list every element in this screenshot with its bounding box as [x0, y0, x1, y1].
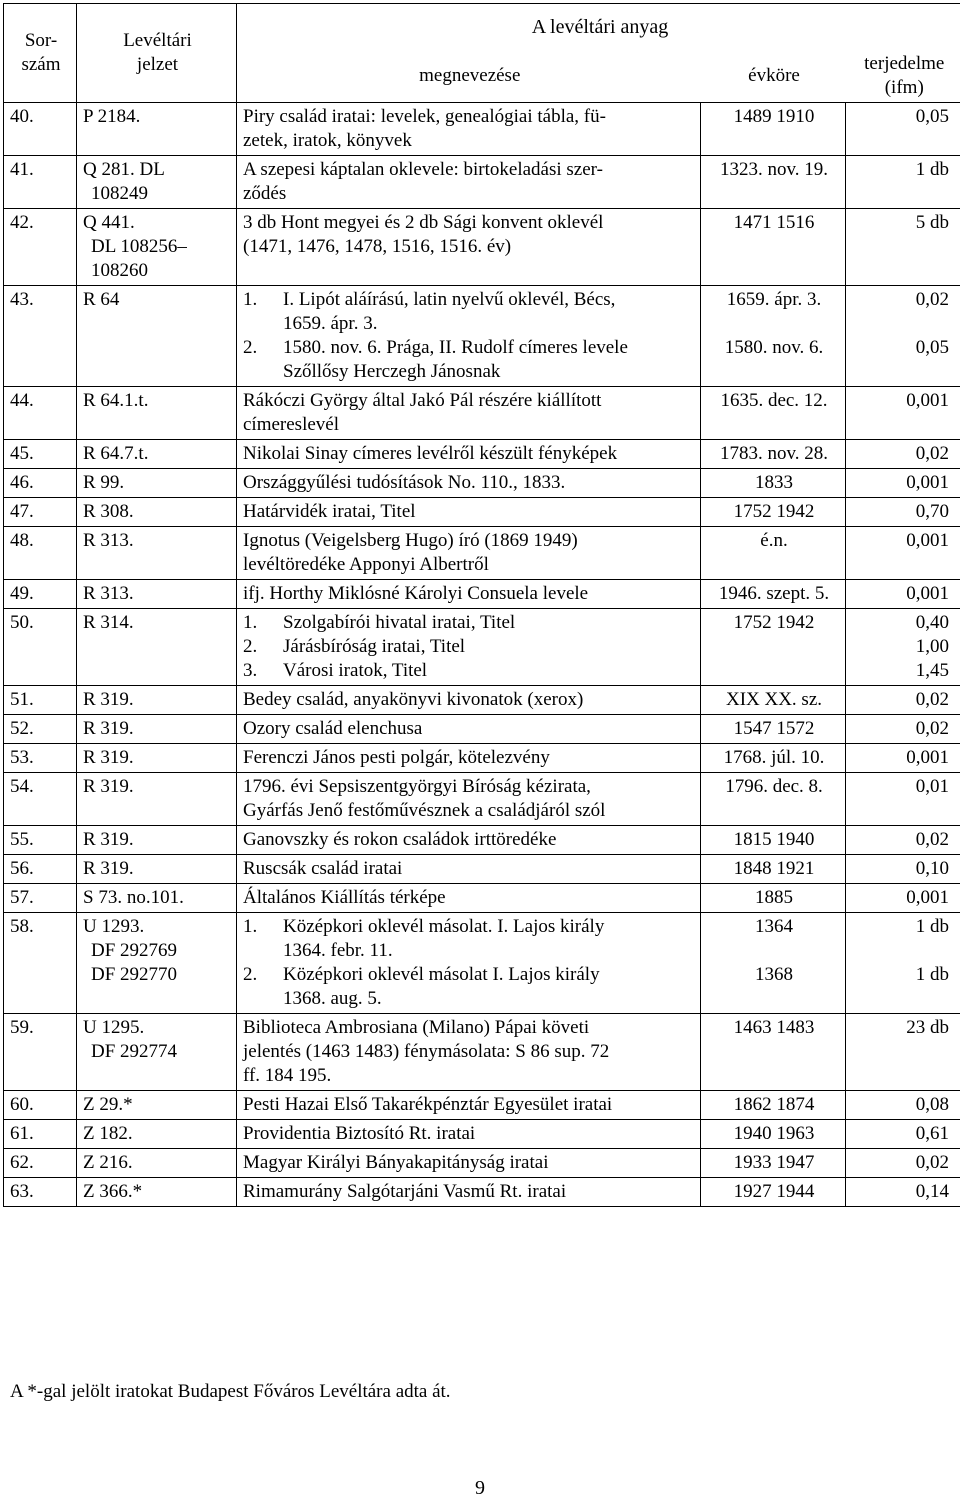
description-line: címereslevél — [243, 413, 340, 435]
row-terjedelme — [846, 1148, 960, 1177]
description-line: Általános Kiállítás térképe — [243, 886, 446, 908]
row-terjedelme — [846, 912, 960, 1013]
row-evkore — [701, 579, 846, 608]
row-evkore — [701, 685, 846, 714]
item-number: 1. — [243, 915, 258, 937]
jelzet-line: R 319. — [83, 717, 134, 739]
description-line: ződés — [243, 182, 287, 204]
description-line: 3 db Hont megyei és 2 db Sági konvent oklevél — [243, 211, 604, 233]
description-line: levéltöredéke Apponyi Albertről — [243, 553, 489, 575]
header-group: A levéltári anyag — [237, 4, 960, 50]
description-line: Országgyűlési tudósítások No. 110., 1833. — [243, 471, 566, 493]
row-terjedelme — [846, 883, 960, 912]
row-evkore — [701, 1090, 846, 1119]
row-description — [237, 883, 701, 912]
description-line: Ignotus (Veigelsberg Hugo) író (1869 1949) — [243, 529, 578, 551]
header-terjedelme-l2: (ifm) — [884, 76, 924, 98]
row-evkore — [701, 825, 846, 854]
terjedelme-line: 0,14 — [915, 1180, 950, 1202]
description-line: ifj. Horthy Miklósné Károlyi Consuela levele — [243, 582, 589, 604]
header-terjedelme — [846, 50, 960, 103]
header-jelzet-l1: Levéltári — [123, 29, 192, 51]
jelzet-line: 108249 — [91, 182, 148, 204]
description-line: (1471, 1476, 1478, 1516, 1516. év) — [243, 235, 512, 257]
evkore-line: 1323. nov. 19. — [719, 158, 829, 180]
description-line: Nikolai Sinay címeres levélről készült fényképek — [243, 442, 618, 464]
jelzet-line: Q 441. — [83, 211, 135, 233]
row-number: 60. — [4, 1090, 77, 1119]
terjedelme-line: 0,70 — [915, 500, 950, 522]
row-jelzet — [77, 772, 237, 825]
row-number: 47. — [4, 497, 77, 526]
row-terjedelme — [846, 1119, 960, 1148]
row-description — [237, 685, 701, 714]
row-jelzet — [77, 285, 237, 386]
table-row — [4, 743, 960, 772]
row-evkore — [701, 386, 846, 439]
row-description — [237, 497, 701, 526]
table-row — [4, 386, 960, 439]
evkore-line: 1848 1921 — [733, 857, 815, 879]
evkore-line: 1463 1483 — [733, 1016, 815, 1038]
row-jelzet — [77, 208, 237, 285]
row-terjedelme — [846, 714, 960, 743]
header-megnevezese: megnevezése — [237, 50, 701, 103]
row-jelzet — [77, 1177, 237, 1206]
header-jelzet — [77, 4, 237, 103]
description-line: Ozory család elenchusa — [243, 717, 423, 739]
terjedelme-line: 5 db — [915, 211, 950, 233]
row-evkore — [701, 772, 846, 825]
header-sorszam — [4, 4, 77, 103]
row-evkore — [701, 208, 846, 285]
description-item — [243, 288, 696, 312]
table-row — [4, 1177, 960, 1206]
row-jelzet — [77, 526, 237, 579]
row-jelzet — [77, 1148, 237, 1177]
jelzet-line: P 2184. — [83, 105, 141, 127]
description-line: zetek, iratok, könyvek — [243, 129, 412, 151]
terjedelme-line: 0,02 — [915, 1151, 950, 1173]
header-evkore: évköre — [701, 50, 846, 103]
row-jelzet — [77, 743, 237, 772]
table-row — [4, 1148, 960, 1177]
row-description — [237, 155, 701, 208]
item-text: Középkori oklevél másolat. I. Lajos király — [283, 915, 605, 937]
table-row — [4, 102, 960, 155]
terjedelme-line: 0,05 — [915, 105, 950, 127]
row-evkore — [701, 743, 846, 772]
row-terjedelme — [846, 854, 960, 883]
row-evkore — [701, 608, 846, 685]
description-line: Piry család iratai: levelek, genealógiai tábla, fü- — [243, 105, 606, 127]
row-number: 57. — [4, 883, 77, 912]
row-jelzet — [77, 854, 237, 883]
jelzet-line: R 319. — [83, 828, 134, 850]
item-text: Középkori oklevél másolat I. Lajos király — [283, 963, 600, 985]
table-row — [4, 497, 960, 526]
header-jelzet-l2: jelzet — [136, 53, 179, 75]
row-number: 45. — [4, 439, 77, 468]
jelzet-line: DF 292769 — [91, 939, 178, 961]
row-description — [237, 102, 701, 155]
item-number: 2. — [243, 963, 258, 985]
terjedelme-line: 1 db — [915, 915, 950, 937]
description-line: Rákóczi György által Jakó Pál részére kiállított — [243, 389, 602, 411]
terjedelme-line: 0,02 — [915, 828, 950, 850]
terjedelme-line: 23 db — [906, 1016, 950, 1038]
description-line: Pesti Hazai Első Takarékpénztár Egyesület iratai — [243, 1093, 613, 1115]
row-description — [237, 912, 701, 1013]
row-number: 43. — [4, 285, 77, 386]
row-description — [237, 743, 701, 772]
row-terjedelme — [846, 1090, 960, 1119]
footnote: A *-gal jelölt iratokat Budapest Főváros Levéltára adta át. — [10, 1381, 451, 1402]
evkore-line: 1752 1942 — [733, 611, 815, 633]
row-jelzet — [77, 102, 237, 155]
header-sorszam-l1: Sor- — [24, 29, 58, 51]
item-text: Járásbíróság iratai, Titel — [283, 635, 466, 657]
row-description — [237, 439, 701, 468]
evkore-line: 1364 — [755, 915, 793, 937]
row-number: 55. — [4, 825, 77, 854]
row-terjedelme — [846, 579, 960, 608]
row-number: 58. — [4, 912, 77, 1013]
row-evkore — [701, 912, 846, 1013]
row-jelzet — [77, 825, 237, 854]
terjedelme-line: 0,02 — [915, 688, 950, 710]
jelzet-line: R 64 — [83, 288, 120, 310]
evkore-line: 1946. szept. 5. — [718, 582, 830, 604]
description-line: Ferenczi János pesti polgár, kötelezvény — [243, 746, 550, 768]
row-description — [237, 772, 701, 825]
jelzet-line: R 313. — [83, 529, 134, 551]
row-jelzet — [77, 1090, 237, 1119]
terjedelme-line: 1,00 — [915, 635, 950, 657]
row-description — [237, 526, 701, 579]
description-line: ff. 184 195. — [243, 1064, 332, 1086]
item-text: Városi iratok, Titel — [283, 659, 428, 681]
row-description — [237, 468, 701, 497]
table-body — [4, 102, 960, 1206]
evkore-line: 1933 1947 — [733, 1151, 815, 1173]
evkore-line: 1927 1944 — [733, 1180, 815, 1202]
row-evkore — [701, 854, 846, 883]
jelzet-line: R 313. — [83, 582, 134, 604]
row-jelzet — [77, 912, 237, 1013]
table-row — [4, 912, 960, 1013]
terjedelme-line: 0,02 — [915, 717, 950, 739]
row-terjedelme — [846, 208, 960, 285]
row-number: 40. — [4, 102, 77, 155]
row-terjedelme — [846, 497, 960, 526]
evkore-line: é.n. — [760, 529, 788, 551]
description-item — [243, 915, 696, 939]
description-line: Határvidék iratai, Titel — [243, 500, 416, 522]
row-description — [237, 1177, 701, 1206]
jelzet-line: Z 182. — [83, 1122, 133, 1144]
description-line: jelentés (1463 1483) fénymásolata: S 86 sup. 72 — [243, 1040, 610, 1062]
item-text-cont: 1368. aug. 5. — [283, 987, 382, 1009]
description-item — [243, 963, 696, 987]
row-terjedelme — [846, 468, 960, 497]
terjedelme-line: 0,02 — [915, 288, 950, 310]
item-number: 2. — [243, 635, 258, 657]
row-description — [237, 714, 701, 743]
table-row — [4, 285, 960, 386]
row-evkore — [701, 1148, 846, 1177]
row-jelzet — [77, 883, 237, 912]
description-line: Providentia Biztosító Rt. iratai — [243, 1122, 476, 1144]
table-row — [4, 439, 960, 468]
item-text-cont: 1364. febr. 11. — [283, 939, 393, 961]
description-item — [243, 635, 696, 659]
row-evkore — [701, 1013, 846, 1090]
row-number: 54. — [4, 772, 77, 825]
row-description — [237, 1090, 701, 1119]
description-line: Rimamurány Salgótarjáni Vasmű Rt. iratai — [243, 1180, 567, 1202]
row-jelzet — [77, 439, 237, 468]
row-terjedelme — [846, 285, 960, 386]
row-evkore — [701, 155, 846, 208]
row-evkore — [701, 1119, 846, 1148]
table-row — [4, 526, 960, 579]
row-evkore — [701, 714, 846, 743]
terjedelme-line: 0,02 — [915, 442, 950, 464]
evkore-line: 1815 1940 — [733, 828, 815, 850]
row-evkore — [701, 883, 846, 912]
item-number: 1. — [243, 611, 258, 633]
row-terjedelme — [846, 825, 960, 854]
jelzet-line: R 314. — [83, 611, 134, 633]
jelzet-line: S 73. no.101. — [83, 886, 184, 908]
description-line: Bedey család, anyakönyvi kivonatok (xerox) — [243, 688, 584, 710]
terjedelme-line: 0,10 — [915, 857, 950, 879]
jelzet-line: R 64.7.t. — [83, 442, 149, 464]
table-row — [4, 1013, 960, 1090]
row-number: 52. — [4, 714, 77, 743]
table-row — [4, 608, 960, 685]
row-evkore — [701, 102, 846, 155]
row-description — [237, 579, 701, 608]
table-row — [4, 772, 960, 825]
evkore-line: XIX XX. sz. — [725, 688, 823, 710]
evkore-line: 1635. dec. 12. — [720, 389, 828, 411]
jelzet-line: DF 292774 — [91, 1040, 178, 1062]
jelzet-line: R 319. — [83, 857, 134, 879]
row-description — [237, 854, 701, 883]
row-jelzet — [77, 386, 237, 439]
evkore-line: 1885 — [755, 886, 793, 908]
evkore-line: 1862 1874 — [733, 1093, 815, 1115]
description-line: Gyárfás Jenő festőművésznek a családjáról szól — [243, 799, 606, 821]
evkore-line: 1471 1516 — [733, 211, 815, 233]
row-jelzet — [77, 1119, 237, 1148]
row-terjedelme — [846, 386, 960, 439]
jelzet-line: R 319. — [83, 746, 134, 768]
row-description — [237, 825, 701, 854]
evkore-line: 1489 1910 — [733, 105, 815, 127]
row-terjedelme — [846, 526, 960, 579]
header-terjedelme-l1: terjedelme — [864, 52, 945, 74]
description-item — [243, 336, 696, 360]
evkore-line: 1580. nov. 6. — [724, 336, 824, 358]
evkore-line: 1783. nov. 28. — [719, 442, 829, 464]
terjedelme-line: 0,40 — [915, 611, 950, 633]
row-number: 46. — [4, 468, 77, 497]
row-jelzet — [77, 497, 237, 526]
row-evkore — [701, 497, 846, 526]
evkore-line: 1796. dec. 8. — [725, 775, 823, 797]
evkore-line: 1752 1942 — [733, 500, 815, 522]
terjedelme-line: 1,45 — [915, 659, 950, 681]
item-number: 3. — [243, 659, 258, 681]
table-row — [4, 883, 960, 912]
row-jelzet — [77, 468, 237, 497]
table-row — [4, 208, 960, 285]
table-row — [4, 579, 960, 608]
row-number: 63. — [4, 1177, 77, 1206]
row-jelzet — [77, 685, 237, 714]
description-line: Ruscsák család iratai — [243, 857, 403, 879]
item-text: I. Lipót aláírású, latin nyelvű oklevél, Bécs, — [283, 288, 616, 310]
evkore-line: 1940 1963 — [733, 1122, 815, 1144]
description-item — [243, 611, 696, 635]
row-terjedelme — [846, 1177, 960, 1206]
terjedelme-line: 0,001 — [906, 389, 950, 411]
description-line: Magyar Királyi Bányakapitányság iratai — [243, 1151, 549, 1173]
item-text: 1580. nov. 6. Prága, II. Rudolf címeres levele — [283, 336, 628, 358]
terjedelme-line: 0,001 — [906, 582, 950, 604]
terjedelme-line: 0,08 — [915, 1093, 950, 1115]
row-terjedelme — [846, 685, 960, 714]
description-item — [243, 659, 696, 683]
table-row — [4, 825, 960, 854]
row-jelzet — [77, 714, 237, 743]
jelzet-line: R 319. — [83, 775, 134, 797]
row-description — [237, 1013, 701, 1090]
row-number: 59. — [4, 1013, 77, 1090]
row-number: 62. — [4, 1148, 77, 1177]
jelzet-line: Z 216. — [83, 1151, 133, 1173]
evkore-line: 1368 — [755, 963, 793, 985]
item-text-cont: 1659. ápr. 3. — [283, 312, 378, 334]
row-description — [237, 1148, 701, 1177]
terjedelme-line: 0,01 — [915, 775, 950, 797]
row-jelzet — [77, 1013, 237, 1090]
terjedelme-line: 0,001 — [906, 529, 950, 551]
table-row — [4, 468, 960, 497]
jelzet-line: R 308. — [83, 500, 134, 522]
row-number: 42. — [4, 208, 77, 285]
terjedelme-line: 1 db — [915, 158, 950, 180]
jelzet-line: Z 366.* — [83, 1180, 143, 1202]
row-jelzet — [77, 579, 237, 608]
description-line: Biblioteca Ambrosiana (Milano) Pápai követi — [243, 1016, 590, 1038]
description-line: 1796. évi Sepsiszentgyörgyi Bíróság kézirata, — [243, 775, 591, 797]
item-number: 1. — [243, 288, 258, 310]
row-description — [237, 208, 701, 285]
row-evkore — [701, 468, 846, 497]
jelzet-line: U 1293. — [83, 915, 145, 937]
item-text: Szolgabírói hivatal iratai, Titel — [283, 611, 516, 633]
terjedelme-line: 0,001 — [906, 886, 950, 908]
jelzet-line: R 319. — [83, 688, 134, 710]
item-number: 2. — [243, 336, 258, 358]
row-evkore — [701, 439, 846, 468]
row-number: 61. — [4, 1119, 77, 1148]
table-row — [4, 1090, 960, 1119]
terjedelme-line: 0,05 — [915, 336, 950, 358]
row-jelzet — [77, 155, 237, 208]
row-description — [237, 1119, 701, 1148]
row-number: 49. — [4, 579, 77, 608]
row-description — [237, 285, 701, 386]
row-terjedelme — [846, 155, 960, 208]
row-terjedelme — [846, 102, 960, 155]
evkore-line: 1547 1572 — [733, 717, 815, 739]
header-sorszam-l2: szám — [21, 53, 61, 75]
table-row — [4, 1119, 960, 1148]
evkore-line: 1833 — [755, 471, 793, 493]
row-evkore — [701, 526, 846, 579]
jelzet-line: DL 108256– — [91, 235, 187, 257]
row-number: 44. — [4, 386, 77, 439]
table-row — [4, 155, 960, 208]
archive-table — [3, 3, 960, 1207]
description-line: Ganovszky és rokon családok irttöredéke — [243, 828, 557, 850]
jelzet-line: R 64.1.t. — [83, 389, 149, 411]
jelzet-line: U 1295. — [83, 1016, 145, 1038]
evkore-line: 1768. júl. 10. — [723, 746, 825, 768]
row-description — [237, 386, 701, 439]
jelzet-line: DF 292770 — [91, 963, 178, 985]
row-terjedelme — [846, 743, 960, 772]
jelzet-line: R 99. — [83, 471, 125, 493]
row-jelzet — [77, 608, 237, 685]
row-terjedelme — [846, 608, 960, 685]
row-evkore — [701, 285, 846, 386]
row-number: 53. — [4, 743, 77, 772]
table-row — [4, 685, 960, 714]
jelzet-line: Z 29.* — [83, 1093, 133, 1115]
row-description — [237, 608, 701, 685]
terjedelme-line: 0,61 — [915, 1122, 950, 1144]
jelzet-line: 108260 — [91, 259, 148, 281]
item-text-cont: Szőllősy Herczegh Jánosnak — [283, 360, 501, 382]
terjedelme-line: 0,001 — [906, 746, 950, 768]
row-evkore — [701, 1177, 846, 1206]
row-terjedelme — [846, 772, 960, 825]
terjedelme-line: 0,001 — [906, 471, 950, 493]
jelzet-line: Q 281. DL — [83, 158, 165, 180]
row-terjedelme — [846, 1013, 960, 1090]
row-terjedelme — [846, 439, 960, 468]
evkore-line: 1659. ápr. 3. — [726, 288, 822, 310]
row-number: 51. — [4, 685, 77, 714]
row-number: 50. — [4, 608, 77, 685]
terjedelme-line: 1 db — [915, 963, 950, 985]
table-row — [4, 714, 960, 743]
page-number: 9 — [475, 1477, 485, 1499]
row-number: 48. — [4, 526, 77, 579]
description-line: A szepesi káptalan oklevele: birtokeladási szer- — [243, 158, 603, 180]
table-row — [4, 854, 960, 883]
row-number: 41. — [4, 155, 77, 208]
row-number: 56. — [4, 854, 77, 883]
